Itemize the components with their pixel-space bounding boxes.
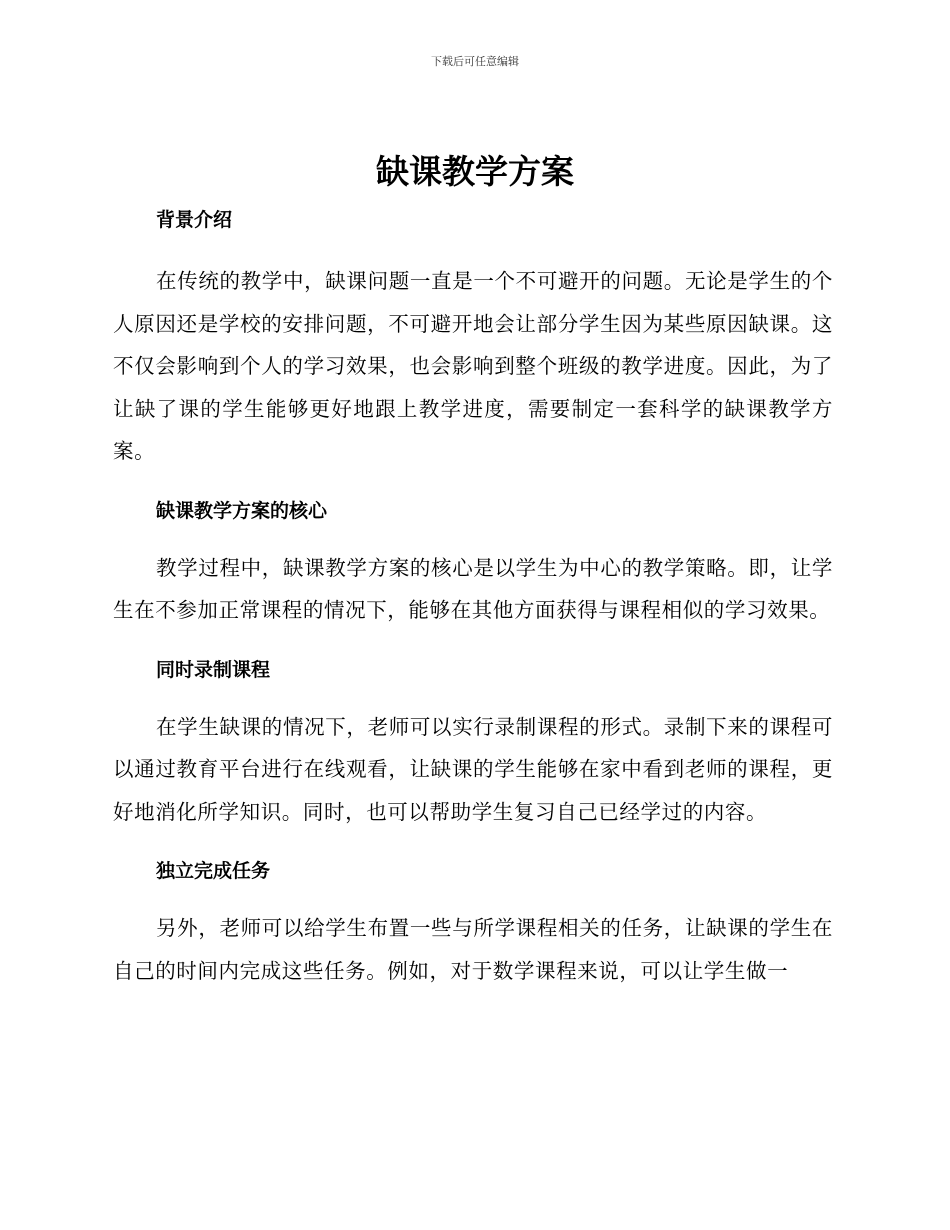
document-title: 缺课教学方案 [376,152,574,191]
header-note: 下载后可任意编辑 [431,55,519,68]
section-heading-recording: 同时录制课程 [156,658,271,681]
section-paragraph-recording: 在学生缺课的情况下，老师可以实行录制课程的形式。录制下来的课程可以通过教育平台进行在线观看，让缺课的学生能够在家中看到老师的课程，更好地消化所学知识。同时，也可以帮助学生复习自己已经学过的内容。 [113,714,833,824]
document-body [113,200,833,992]
section-heading-core: 缺课教学方案的核心 [156,499,328,522]
section-heading-background: 背景介绍 [156,209,233,231]
section-paragraph-background: 在传统的教学中，缺课问题一直是一个不可避开的问题。无论是学生的个人原因还是学校的安排问题，不可避开地会让部分学生因为某些原因缺课。这不仅会影响到个人的学习效果，也会影响到整个班级的教学进度。因此，为了让缺了课的学生能够更好地跟上教学进度，需要制定一套科学的缺课教学方案。 [113,269,833,463]
section-paragraph-core: 教学过程中，缺课教学方案的核心是以学生为中心的教学策略。即，让学生在不参加正常课程的情况下，能够在其他方面获得与课程相似的学习效果。 [113,555,833,622]
section-paragraph-tasks: 另外，老师可以给学生布置一些与所学课程相关的任务，让缺课的学生在自己的时间内完成这些任务。例如，对于数学课程来说，可以让学生做一 [113,916,833,983]
section-heading-tasks: 独立完成任务 [156,860,271,882]
